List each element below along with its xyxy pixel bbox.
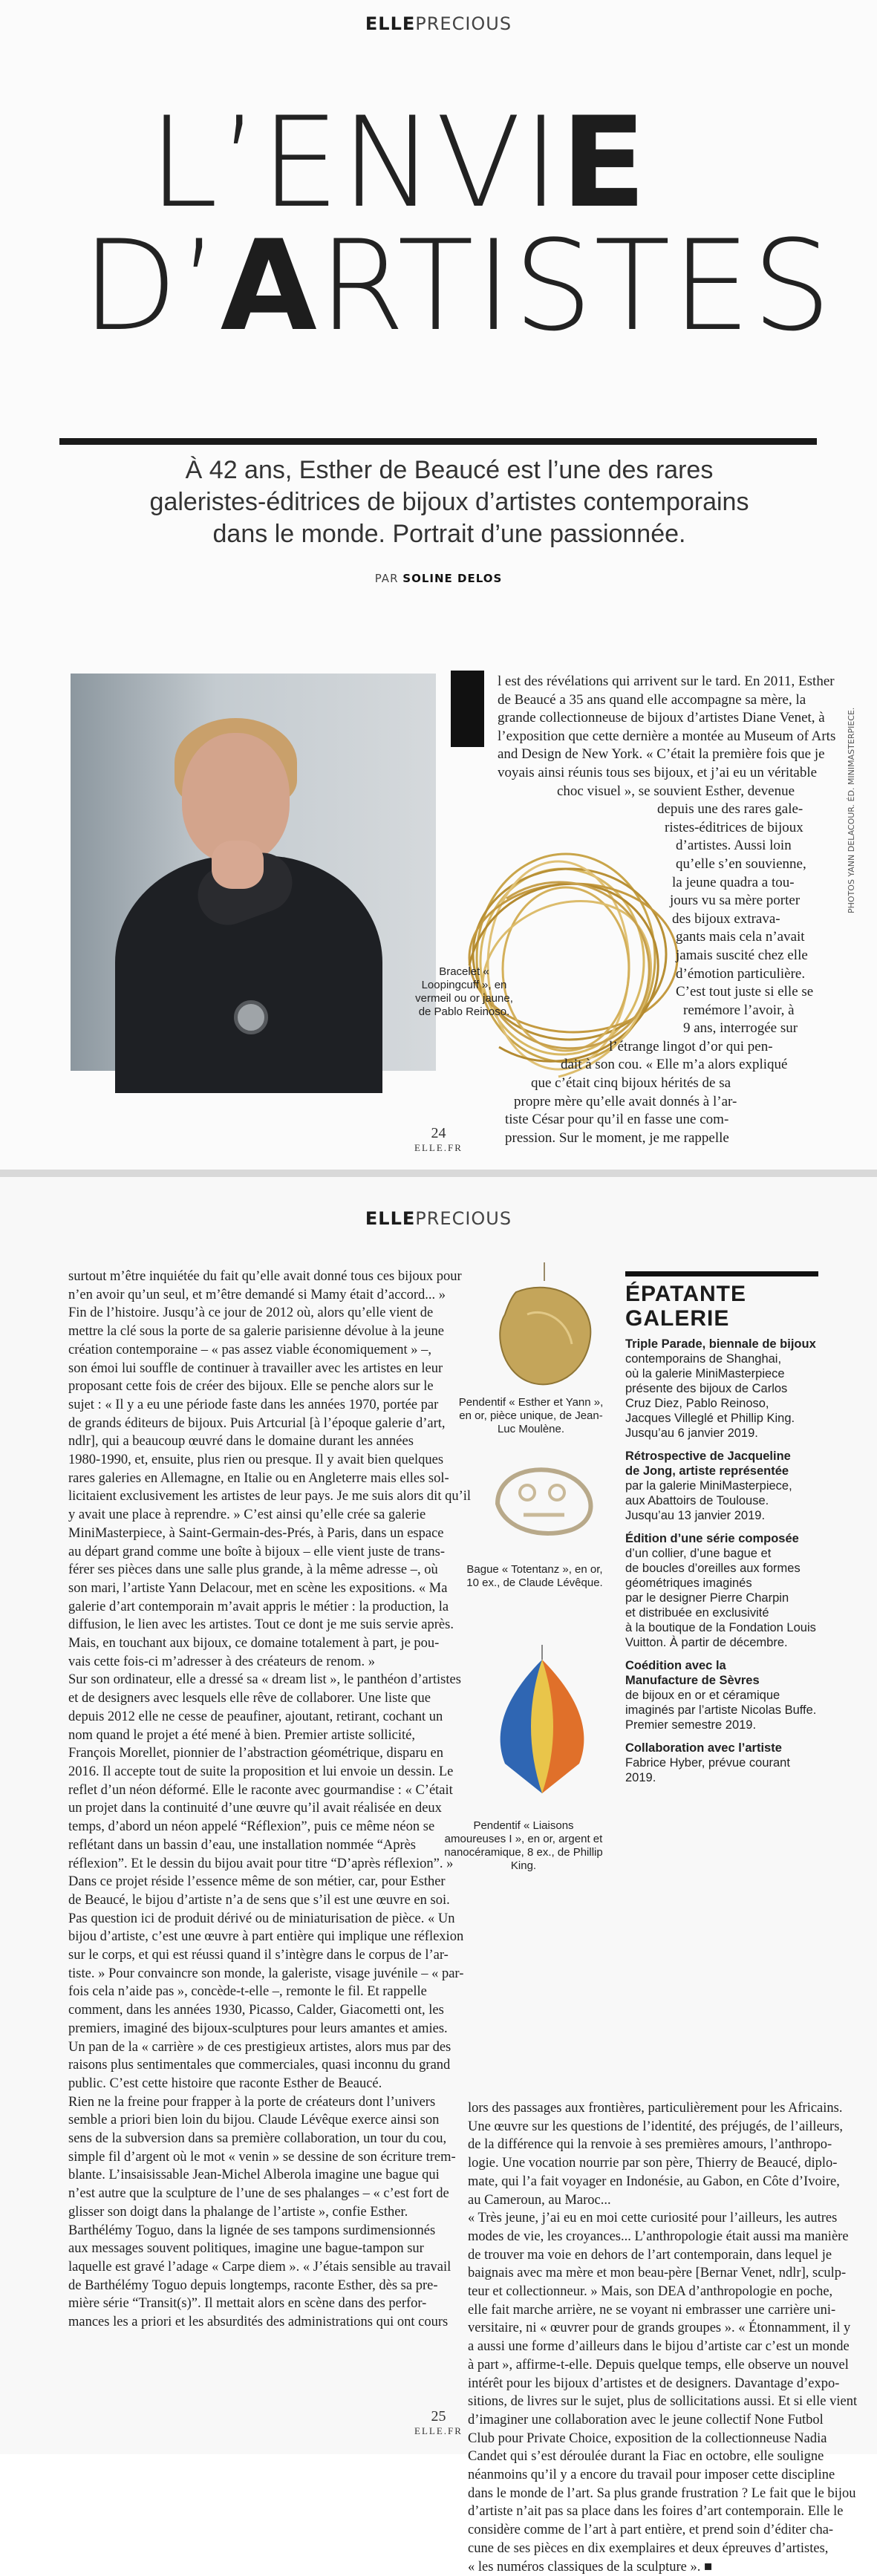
text-line: de trouver ma voie en dehors de l’art contemporain, dans lequel je xyxy=(468,2247,832,2263)
sidebar-line: Fabrice Hyber, prévue courant xyxy=(625,1756,790,1770)
sidebar-line: Jusqu’au 13 janvier 2019. xyxy=(625,1509,766,1522)
sidebar-title: ÉPATANTE GALERIE xyxy=(625,1282,746,1331)
ring-photo xyxy=(483,1452,609,1541)
pendant-caption: Pendentif « Esther et Yann », en or, pièce unique, de Jean-Luc Moulène. xyxy=(458,1396,604,1435)
article-body-page-25-col-b xyxy=(468,2099,858,2576)
article-lead: À 42 ans, Esther de Beaucé est l’une des rares galeristes-éditrices de bijoux d’artistes contemporains dans le monde. Portrait d’une passionnée. xyxy=(149,456,749,548)
text-line: Sur son ordinateur, elle a dressé sa « dream list », le panthéon d’artistes xyxy=(68,1672,461,1688)
text-line: rares galeries en Allemagne, en Italie ou en Angleterre mais elles sol- xyxy=(68,1470,449,1486)
text-line: férer ses pièces dans une salle plus grande, à la même adresse –, où xyxy=(68,1562,438,1578)
text-line: n’en avoir qu’un seul, et m’être demandé si Mamy était d’accord... » xyxy=(68,1287,446,1302)
sidebar-item xyxy=(625,1658,818,1732)
text-line: licitaient exclusivement les artistes de leur pays. Je me suis alors dit qu’il xyxy=(68,1489,472,1504)
bracelet-caption: Bracelet « Loopingcuff », en vermeil ou or jaune, de Pablo Reinoso. xyxy=(415,965,513,1018)
byline: PAR SOLINE DELOS xyxy=(374,572,503,585)
text-line: au départ grand comme une boîte à bijoux – elle vient juste de trans- xyxy=(68,1544,446,1559)
sidebar-line: 2019. xyxy=(625,1771,656,1784)
sidebar-line: Jusqu’au 6 janvier 2019. xyxy=(625,1426,758,1440)
text-line: n’est autre que la sculpture de l’une de ses phalanges – « c’est fort de xyxy=(68,2186,449,2202)
text-line: Barthélémy Toguo, dans la lignée de ses tampons surdimensionnés xyxy=(68,2223,436,2238)
text-line: sens de la subversion dans sa première collaboration, un tour du cou, xyxy=(68,2131,447,2147)
text-line: reflétant dans un bassin d’eau, une installation nommée “Après xyxy=(68,1837,417,1853)
text-line: mate, qui l’a fait voyager en Indonésie, au Gabon, en Côte d’Ivoire, xyxy=(468,2174,840,2189)
text-line: Fin de l’histoire. Jusqu’à ce jour de 2012 où, alors qu’elle vient de xyxy=(68,1305,434,1321)
text-line: a aussi une forme d’ailleurs dans le bijou d’artiste car c’est un monde xyxy=(468,2339,850,2355)
text-line: sur le corps, et qui est réussi quand il s’intègre dans le corpus de l’ar- xyxy=(68,1948,449,1963)
text-line: premiers, imaginé des bijoux-sculptures pour leurs amantes et amies. xyxy=(68,2021,448,2036)
sidebar-line: Collaboration avec l’artiste xyxy=(625,1741,782,1755)
brand-logo-2: ELLE xyxy=(365,1208,416,1229)
text-line: depuis 2012 elle ne cesse de peaufiner, ajoutant, retirant, cochant un xyxy=(68,1709,443,1724)
text-line: dans le monde de l’art. Sa plus grande frustration ? Le fait que le bijou xyxy=(468,2485,856,2501)
text-line: logie. Une vocation nourrie par son père, Thierry de Beaucé, diplo- xyxy=(468,2156,838,2171)
sidebar-item xyxy=(625,1337,818,1441)
sidebar-line: par la galerie MiniMasterpiece, xyxy=(625,1479,792,1493)
text-line: intérêt pour les bijoux d’artistes et de designers. Davantage d’expo- xyxy=(468,2376,840,2391)
text-line: 1980-1990, et, ensuite, plus rien ou presque. Il y avait bien quelques xyxy=(68,1452,444,1468)
text-line: néanmoins qu’il y a encore du travail pour imposer cette discipline xyxy=(468,2468,835,2483)
text-line: y avait une place à reprendre. » C’est ainsi qu’elle crée sa galerie xyxy=(68,1507,426,1523)
text-line: à part », affirme-t-elle. Depuis quelque temps, elle observe un nouvel xyxy=(468,2357,849,2373)
text-line: Club pour Private Choice, exposition de la collectionneuse Nadia xyxy=(468,2430,827,2446)
text-line: nom quand le projet a été mené à bien. Premier artiste sollicité, xyxy=(68,1727,415,1743)
text-line: Un pan de la « carrière » de ces prestigieux artistes, alors mus par des xyxy=(68,2039,451,2055)
text-line: Rien ne la freine pour frapper à la porte de créateurs dont l’univers xyxy=(68,2094,436,2110)
sidebar-line: à la boutique de la Fondation Louis xyxy=(625,1621,816,1634)
section-label: PRECIOUS xyxy=(415,13,512,34)
pendant-photo xyxy=(486,1262,601,1392)
photo-credit: PHOTOS YANN DELACOUR. ÉD. MINIMASTERPIECE. xyxy=(847,707,856,913)
drop-cap xyxy=(451,671,484,747)
text-line: vais cette fois-ci m’adresser à des créateurs de renom. » xyxy=(68,1654,375,1669)
text-line: simple fil d’argent où le mot « venin » se dessine de son écriture trem- xyxy=(68,2149,456,2165)
text-line: de Beaucé, le bijou d’artiste n’a de sens que s’il est une œuvre en soi. xyxy=(68,1892,450,1908)
text-line: aux messages souvent politiques, imagine une bague-tampon sur xyxy=(68,2241,424,2257)
text-line: versitaire, ni « œuvrer pour de grands groupes ». « Étonnamment, il y xyxy=(468,2321,851,2336)
sidebar-line: Triple Parade, biennale de bijoux xyxy=(625,1337,816,1351)
sidebar-line: et distribuée en exclusivité xyxy=(625,1606,769,1620)
article-title-line-1: L’ENVIE xyxy=(149,90,648,235)
sidebar-item xyxy=(625,1449,818,1523)
text-line: « les numéros classiques de la sculpture ». ■ xyxy=(468,2559,713,2575)
sidebar-line: imaginés par l’artiste Nicolas Buffe. xyxy=(625,1703,817,1717)
text-line: public. C’est cette histoire que raconte Esther de Beaucé. xyxy=(68,2076,382,2091)
sidebar-line: aux Abattoirs de Toulouse. xyxy=(625,1494,769,1507)
text-line: semble a priori bien loin du bijou. Claude Lévêque exerce ainsi son xyxy=(68,2113,440,2128)
magazine-header-2 xyxy=(0,1208,877,1229)
text-line: raisons plus sentimentales que commerciales, quasi inconnu du grand xyxy=(68,2058,451,2073)
text-line: cune de ses pièces en dix exemplaires et deux épreuves d’artistes, xyxy=(468,2540,829,2556)
sidebar-rule xyxy=(625,1271,818,1276)
text-line: ndlr], qui a beaucoup œuvré dans le domaine durant les années xyxy=(68,1434,414,1450)
text-line: son émoi lui souffle de continuer à travailler avec les artistes en leur xyxy=(68,1360,443,1376)
text-line: fois cela n’aide pas », concède-t-elle –, remonte le fil. Et rappelle xyxy=(68,1984,427,2000)
title-rule xyxy=(59,438,817,445)
text-line: 2016. Il accepte tout de suite la proposition et lui envoie un dessin. Le xyxy=(68,1764,454,1779)
sculpture-caption: Pendentif « Liaisons amoureuses I », en or, argent et nanocéramique, 8 ex., de Phillip King. xyxy=(444,1819,603,1872)
ring-caption: Bague « Totentanz », en or, 10 ex., de Claude Lévêque. xyxy=(466,1563,603,1589)
text-line: François Morellet, pionnier de l’abstraction géométrique, disparu en xyxy=(68,1746,444,1761)
magazine-header xyxy=(0,13,877,34)
text-line: elle fait marche arrière, ne se voyant ni embrasser une carrière uni- xyxy=(468,2302,836,2318)
text-line: glisser son doigt dans la phalange de l’artiste », confie Esther. xyxy=(68,2204,408,2220)
sidebar-line: Édition d’une série composée xyxy=(625,1532,799,1545)
article-title-line-2: D’ARTISTES xyxy=(82,213,833,359)
page-number-25: 25 ELLE.FR xyxy=(414,2408,463,2436)
brand-logo: ELLE xyxy=(365,13,416,34)
sidebar-line: présente des bijoux de Carlos xyxy=(625,1382,788,1395)
text-line: mettre la clé sous la porte de sa galerie parisienne dévolue à la jeune xyxy=(68,1324,444,1340)
text-line: création contemporaine – « pas assez viable économiquement » –, xyxy=(68,1342,432,1357)
text-line: réflexion”. Et le dessin du bijou avait pour titre “D’après réflexion”. » xyxy=(68,1856,454,1871)
text-line: considère comme de l’art à part entière, et prend soin d’éditer cha- xyxy=(468,2523,834,2538)
sidebar-line: géométriques imaginés xyxy=(625,1576,752,1590)
sidebar-line: de Jong, artiste représentée xyxy=(625,1464,789,1478)
text-line: mière série “Transit(s)”. Il mettait alors en scène dans des perfor- xyxy=(68,2296,427,2312)
text-line: et de designers avec lesquels elle rêve de collaborer. Une liste que xyxy=(68,1691,431,1706)
sidebar-line: Cruz Diez, Pablo Reinoso, xyxy=(625,1397,769,1410)
text-line: modes de vie, les croyances... L’anthropologie était aussi ma manière xyxy=(468,2228,849,2244)
sidebar-line: contemporains de Shanghai, xyxy=(625,1352,782,1366)
sidebar-line: Jacques Villeglé et Phillip King. xyxy=(625,1412,795,1425)
text-line: MiniMasterpiece, à Saint-Germain-des-Prés, à Paris, dans un espace xyxy=(68,1525,444,1541)
text-line: Pas question ici de produit dérivé ou de miniaturisation de pièce. « Un xyxy=(68,1911,455,1926)
sidebar-line: de bijoux en or et céramique xyxy=(625,1689,780,1702)
text-line: de la différence qui la renvoie à ses premières amours, l’anthropo- xyxy=(468,2137,832,2153)
sidebar-line: par le designer Pierre Charpin xyxy=(625,1591,789,1605)
section-label-2: PRECIOUS xyxy=(415,1208,512,1229)
sidebar-line: Rétrospective de Jacqueline xyxy=(625,1450,791,1463)
text-line: galerie d’art contemporain m’avait appris le métier : la production, la xyxy=(68,1599,449,1614)
text-line: d’artiste n’ait pas sa place dans les foires d’art contemporain. Elle le xyxy=(468,2504,844,2520)
text-line: d’imaginer une collaboration avec le jeune collectif None Futbol xyxy=(468,2412,824,2427)
sidebar-line: Coédition avec la xyxy=(625,1659,726,1672)
text-line: bijou d’artiste, c’est une œuvre à part entière qui implique une réflexion xyxy=(68,1929,464,1945)
text-line: mances les a priori et les absurdités des administrations qui ont cours xyxy=(68,2315,449,2330)
watch-icon xyxy=(234,1000,268,1034)
text-line: au Cameroun, au Maroc... xyxy=(468,2192,611,2208)
sidebar-line: d’un collier, d’une bague et xyxy=(625,1547,772,1560)
text-line: son mari, l’artiste Yann Delacour, met en scène les expositions. « Ma xyxy=(68,1580,448,1596)
article-body-page-25-col-a xyxy=(68,1268,472,2332)
sidebar-item xyxy=(625,1741,818,1785)
sidebar-item xyxy=(625,1531,818,1650)
text-line: proposant cette fois de créer des bijoux. Elle se penche alors sur le xyxy=(68,1379,434,1395)
text-line: blante. L’insaisissable Jean-Michel Alberola imagine une bague qui xyxy=(68,2168,440,2183)
sculpture-pendant-photo xyxy=(483,1645,601,1801)
text-line: Candet qui s’est déroulée durant la Fiac en octobre, elle souligne xyxy=(468,2449,824,2465)
text-line: de Barthélémy Toguo depuis longtemps, raconte Esther, dès sa pre- xyxy=(68,2277,438,2293)
page-number-24: 24 ELLE.FR xyxy=(414,1125,463,1153)
text-line: un projet dans la continuité d’une œuvre qu’il avait réalisée en deux xyxy=(68,1801,442,1816)
sidebar-line: où la galerie MiniMasterpiece xyxy=(625,1367,785,1380)
text-line: lors des passages aux frontières, particulièrement pour les Africains. xyxy=(468,2101,843,2116)
text-line: Une œuvre sur les questions de l’identité, des préjugés, de l’ailleurs, xyxy=(468,2119,844,2134)
text-line: « Très jeune, j’ai eu en moi cette curiosité pour l’ailleurs, les autres xyxy=(468,2211,838,2226)
sidebar-line: Premier semestre 2019. xyxy=(625,1718,757,1732)
text-line: baignais avec ma mère et mon beau-père [Bernar Venet, ndlr], sculp- xyxy=(468,2266,847,2281)
magazine-page-24 xyxy=(0,0,877,1177)
text-line: diffusion, le lien avec les artistes. Tout ce dont je me suis servie après. xyxy=(68,1617,454,1633)
text-line: sitions, de livres sur le sujet, plus de sollicitations aussi. Et si elle vient xyxy=(468,2394,858,2410)
sidebar-line: de boucles d’oreilles aux formes xyxy=(625,1562,801,1575)
text-line: teur et collectionneur. » Mais, son DEA d’anthropologie en poche, xyxy=(468,2284,833,2300)
text-line: Mais, en touchant aux bijoux, ce domaine totalement à part, je pou- xyxy=(68,1636,440,1651)
text-line: temps, d’abord un néon appelé “Réflexion”, puis ce même néon se xyxy=(68,1819,435,1835)
sidebar-line: Manufacture de Sèvres xyxy=(625,1674,760,1687)
text-line: de grands éditeurs de bijoux. Puis Artcurial [à l’époque galerie d’art, xyxy=(68,1415,446,1431)
sidebar-line: Vuitton. À partir de décembre. xyxy=(625,1636,788,1649)
sidebar-epatante-galerie xyxy=(625,1271,818,1793)
text-line: reflet d’un néon déformé. Elle le raconte avec gourmandise : « C’était xyxy=(68,1782,453,1798)
text-line: tiste. » Pour convaincre son monde, la galeriste, visage juvénile – « par- xyxy=(68,1966,464,1981)
text-line: laquelle est gravé l’adage « Carpe diem ». « J’étais sensible au travail xyxy=(68,2259,451,2275)
article-body-page-24: l est des révélations qui arrivent sur le tard. En 2011, Esther de Beaucé a 35 ans quand elle accompagne sa mère, la grande collectionneuse de bijoux d’artistes Diane Venet, à l’exposition que cette dernière a montée au Museum of Arts and Design de New York. « C’était la première fois que je voyais ainsi réunis tous ses bijoux, et j’ai eu un véritable choc visuel », se souvient Esther, devenue depuis une des rares gale- ristes-éditrices de bijoux d’artistes. Aussi loin qu’elle s’en souvienne, la jeune quadra a tou- jours vu sa mère porter des bijoux extrava- gants mais cela n’avait jamais suscité chez elle d’émotion particulière. C’est tout juste si elle se remémore l’avoir, à 9 ans, interrogée sur l’étrange lingot d’or qui pen- dait à son cou. « Elle m’a alors expliqué que c’était cinq bijoux hérités de sa propre mère qu’elle avait donnés à l’ar- tiste César pour qu’il en fasse une com- pression. Sur le moment, je me rappelle xyxy=(498,674,836,1146)
text-line: Dans ce projet réside l’essence même de son métier, car, pour Esther xyxy=(68,1874,446,1890)
text-line: comment, dans les années 1930, Picasso, Calder, Giacometti ont, les xyxy=(68,2003,444,2018)
text-line: sujet : « Il y a eu une période faste dans les années 1970, portée par xyxy=(68,1397,439,1412)
text-line: surtout m’être inquiétée du fait qu’elle avait donné tous ces bijoux pour xyxy=(68,1269,462,1284)
